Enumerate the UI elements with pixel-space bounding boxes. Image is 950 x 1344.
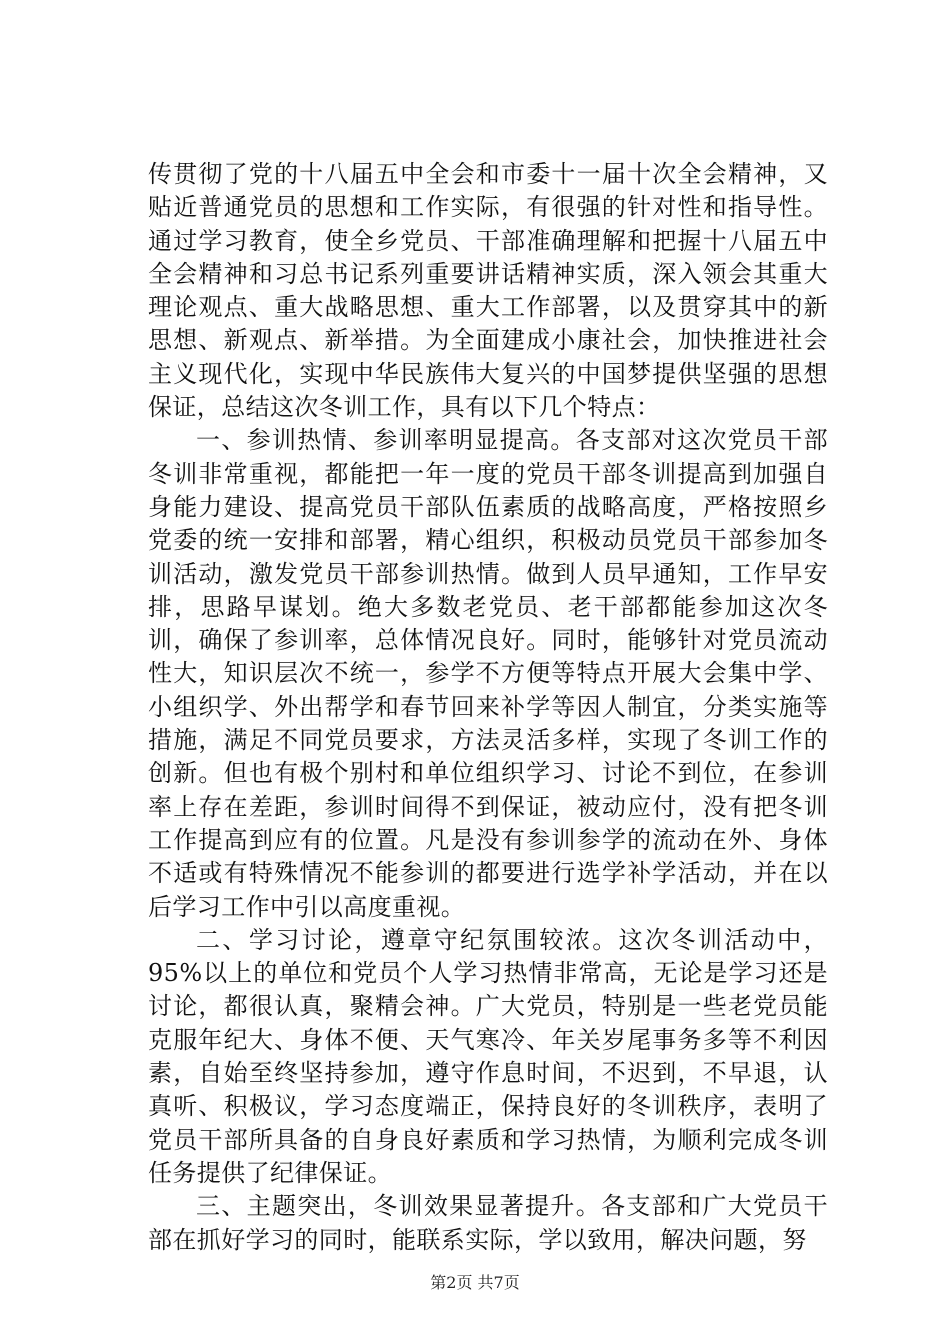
document-body — [148, 158, 828, 1257]
page-number-footer: 第2页 共7页 — [430, 1273, 520, 1292]
paragraph-intro-continued: 传贯彻了党的十八届五中全会和市委十一届十次全会精神，又贴近普通党员的思想和工作实际，有很强的针对性和指导性。通过学习教育，使全乡党员、干部准确理解和把握十八届五中全会精神和习总书记系列重要讲话精神实质，深入领会其重大理论观点、重大战略思想、重大工作部署，以及贯穿其中的新思想、新观点、新举措。为全面建成小康社会，加快推进社会主义现代化，实现中华民族伟大复兴的中国梦提供坚强的思想保证，总结这次冬训工作，具有以下几个特点： — [148, 160, 828, 422]
paragraph-point-one: 一、参训热情、参训率明显提高。各支部对这次党员干部冬训非常重视，都能把一年一度的党员干部冬训提高到加强自身能力建设、提高党员干部队伍素质的战略高度，严格按照乡党委的统一安排和部署，精心组织，积极动员党员干部参加冬训活动，激发党员干部参训热情。做到人员早通知，工作早安排，思路早谋划。绝大多数老党员、老干部都能参加这次冬训，确保了参训率，总体情况良好。同时，能够针对党员流动性大，知识层次不统一，参学不方便等特点开展大会集中学、小组织学、外出帮学和春节回来补学等因人制宜，分类实施等措施，满足不同党员要求，方法灵活多样，实现了冬训工作的创新。但也有极个别村和单位组织学习、讨论不到位，在参训率上存在差距，参训时间得不到保证，被动应付，没有把冬训工作提高到应有的位置。凡是没有参训参学的流动在外、身体不适或有特殊情况不能参训的都要进行选学补学活动，并在以后学习工作中引以高度重视。 — [148, 426, 828, 921]
paragraph-point-two: 二、学习讨论，遵章守纪氛围较浓。这次冬训活动中，95%以上的单位和党员个人学习热情非常高，无论是学习还是讨论，都很认真，聚精会神。广大党员，特别是一些老党员能克服年纪大、身体不便、天气寒冷、年关岁尾事务多等不利因素，自始至终坚持参加，遵守作息时间，不迟到，不早退，认真听、积极议，学习态度端正，保持良好的冬训秩序，表明了党员干部所具备的自身良好素质和学习热情，为顺利完成冬训任务提供了纪律保证。 — [148, 925, 828, 1187]
paragraph-point-three: 三、主题突出，冬训效果显著提升。各支部和广大党员干部在抓好学习的同时，能联系实际，学以致用，解决问题，努 — [148, 1192, 828, 1254]
